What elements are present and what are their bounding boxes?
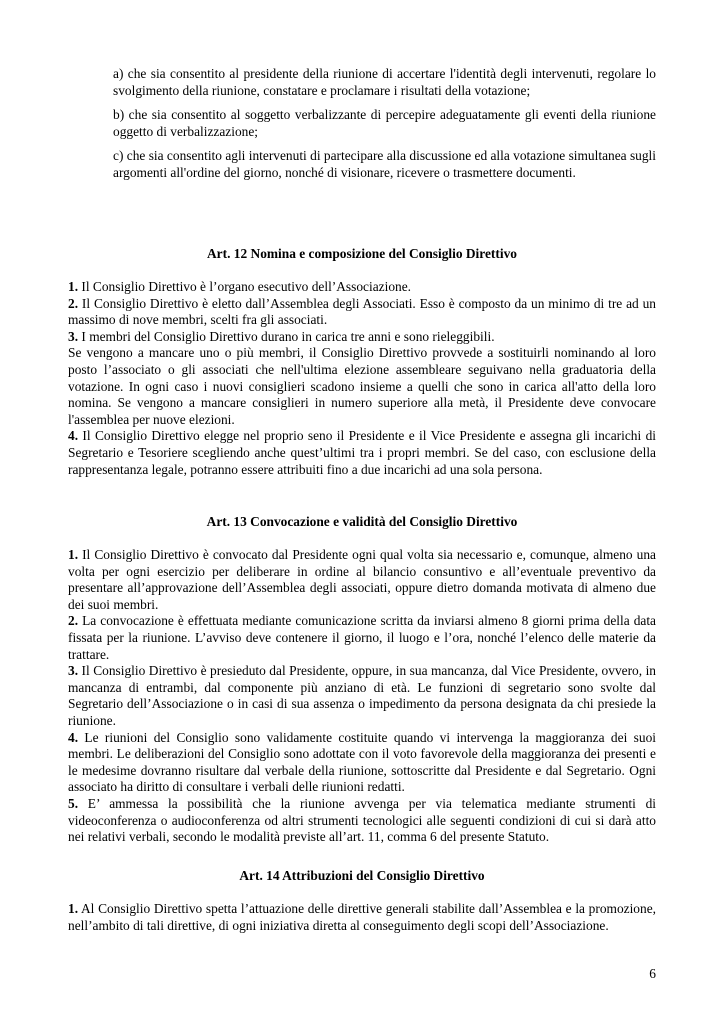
paragraph-number: 1. [68, 279, 79, 294]
art14-heading: Art. 14 Attribuzioni del Consiglio Direttivo [239, 868, 485, 883]
art14-body [68, 901, 656, 934]
art12-paragraph-2: 2. Il Consiglio Direttivo è eletto dall’Assemblea degli Associati. Esso è composto da un minimo di tre ad un massimo di nove membri, scelti fra gli associati. [68, 295, 656, 328]
art12-paragraph-3: 3. I membri del Consiglio Direttivo durano in carica tre anni e sono rieleggibili. [68, 328, 495, 344]
condition-c: c) che sia consentito agli intervenuti di partecipare alla discussione ed alla votazione simultanea sugli argomenti all'ordine del giorno, nonché di visionare, ricevere o trasmettere documenti. [113, 148, 656, 180]
paragraph-number: 2. [68, 613, 79, 629]
art14-paragraph-1: 1. Al Consiglio Direttivo spetta l’attuazione delle direttive generali stabilite dall’Assemblea e la promozione, nell’ambito di tali direttive, di ogni iniziativa diretta al conseguimento degli scopi dell’Associazione. [68, 901, 656, 933]
paragraph-number: 1. [68, 547, 79, 562]
paragraph-number: 1. [68, 901, 79, 916]
page-number: 6 [649, 966, 656, 981]
art13-body [68, 547, 656, 846]
art12-paragraph-1: 1. Il Consiglio Direttivo è l’organo esecutivo dell’Associazione. [68, 279, 412, 294]
paragraph-number: 3. [68, 663, 79, 679]
condition-a: a) che sia consentito al presidente della riunione di accertare l'identità degli intervenuti, regolare lo svolgimento della riunione, constatare e proclamare i risultati della votazione; [113, 66, 656, 98]
art12-paragraph-3-continued: Se vengono a mancare uno o più membri, il Consiglio Direttivo provvede a sostituirli nominando al loro posto l’associato o gli associati che nell'ultima elezione assembleare seguivano nella graduatoria della votazione. In ogni caso i nuovi consiglieri scadono insieme a quelli che sono in carica all'atto della loro nomina. Se vengono a mancare consiglieri in numero superiore alla metà, il Presidente deve convocare l'assemblea per nuove elezioni. [68, 345, 656, 427]
art13-heading: Art. 13 Convocazione e validità del Consiglio Direttivo [206, 514, 518, 529]
art12-paragraph-4: 4. Il Consiglio Direttivo elegge nel proprio seno il Presidente e il Vice Presidente e assegna gli incarichi di Segretario e Tesoriere scegliendo anche quest’ultimi tra i propri membri. Se del caso, con esclusione della rappresentanza legale, potranno essere attribuiti fino a due incarichi ad una sola persona. [68, 428, 656, 477]
art12-heading: Art. 12 Nomina e composizione del Consiglio Direttivo [207, 246, 517, 261]
intro-conditions [113, 66, 656, 182]
paragraph-number: 4. [68, 428, 79, 444]
art13-paragraph-3: 3. Il Consiglio Direttivo è presieduto dal Presidente, oppure, in sua mancanza, dal Vice Presidente, ovvero, in mancanza di entrambi, dal componente più anziano di età. Le funzioni di segretario sono svolte dal Segretario dell’Associazione o in casi di sua assenza o impedimento da persona designata da chi presiede la riunione. [68, 663, 656, 728]
art13-paragraph-1: 1. Il Consiglio Direttivo è convocato dal Presidente ogni qual volta sia necessario e, comunque, almeno una volta per ogni esercizio per deliberare in ordine al bilancio consuntivo e all’eventuale preventivo da presentare all’approvazione dell’Assemblea degli associati, oppure dietro domanda motivata di almeno due dei suoi membri. [68, 547, 656, 612]
art12-body [68, 279, 656, 478]
art13-paragraph-5: 5. E’ ammessa la possibilità che la riunione avvenga per via telematica mediante strumenti di videoconferenza o audioconferenza od altri strumenti tecnologici alle seguenti condizioni di cui si darà atto nei relativi verbali, secondo le modalità previste all’art. 11, comma 6 del presente Statuto. [68, 795, 656, 845]
paragraph-number: 2. [68, 295, 79, 311]
art13-paragraph-4: 4. Le riunioni del Consiglio sono validamente costituite quando vi intervenga la maggioranza dei suoi membri. Le deliberazioni del Consiglio sono adottate con il voto favorevole della maggioranza dei presenti e le medesime dovranno risultare dal verbale della riunione, sottoscritte dal Presidente e dal Segretario. Ogni associato ha diritto di consultare i verbali delle riunioni redatti. [68, 729, 656, 795]
condition-b: b) che sia consentito al soggetto verbalizzante di percepire adeguatamente gli eventi della riunione oggetto di verbalizzazione; [113, 107, 656, 139]
art13-paragraph-2: 2. La convocazione è effettuata mediante comunicazione scritta da inviarsi almeno 8 giorni prima della data fissata per la riunione. L’avviso deve contenere il giorno, il luogo e l’ora, nonché l’elenco delle materie da trattare. [68, 613, 656, 662]
paragraph-number: 4. [68, 729, 79, 745]
paragraph-number: 3. [68, 328, 79, 344]
paragraph-number: 5. [68, 795, 79, 811]
